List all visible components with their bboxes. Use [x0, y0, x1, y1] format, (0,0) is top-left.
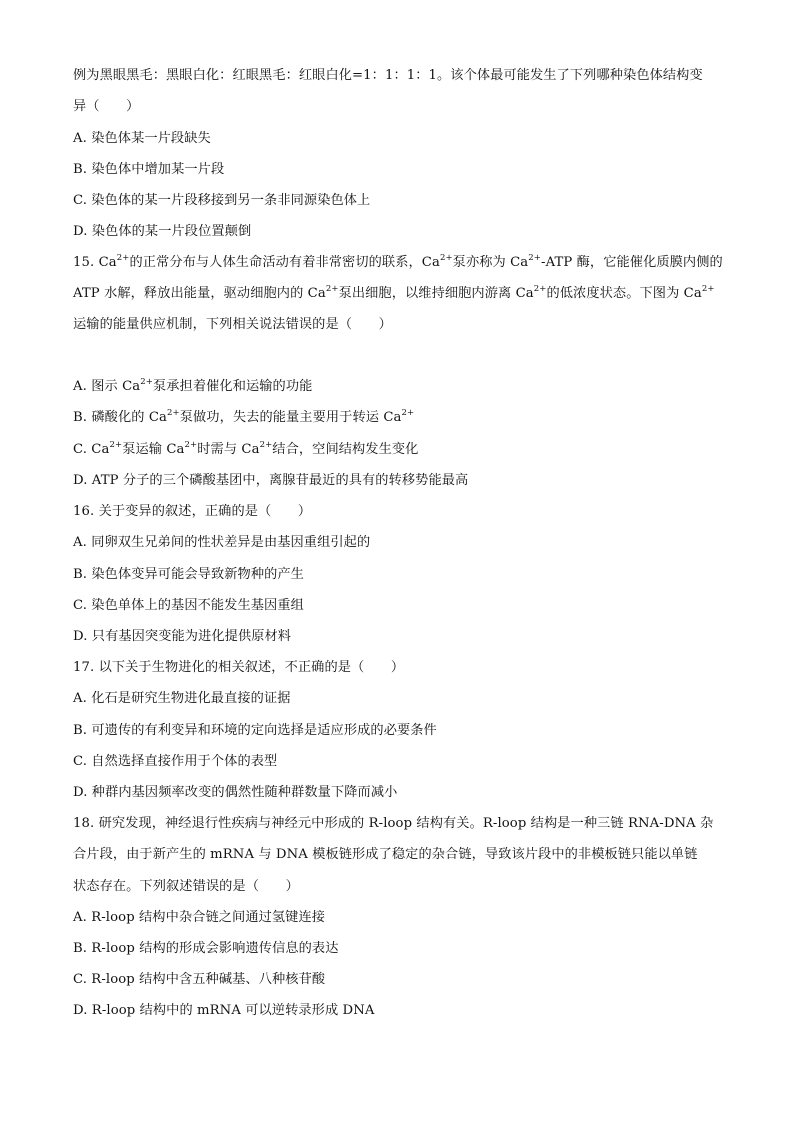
q18-option-b: B. R-loop 结构的形成会影响遗传信息的表达: [73, 941, 339, 956]
q15-text: 泵做功，失去的能量主要用于转运 Ca: [179, 410, 402, 425]
superscript: 2+: [140, 376, 153, 387]
superscript: 2+: [325, 283, 339, 294]
q18-option-d: D. R-loop 结构中的 mRNA 可以逆转录形成 DNA: [73, 1003, 375, 1018]
q15-stem-line-2: [73, 284, 715, 304]
q15-text: 泵承担着催化和运输的功能: [152, 379, 313, 394]
q16-option-a: A. 同卵双生兄弟间的性状差异是由基因重组引起的: [73, 535, 371, 550]
q18-stem-line-2: 合片段，由于新产生的 mRNA 与 DNA 模板链形成了稳定的杂合链，导致该片段中的非模板链只能以单链: [73, 847, 698, 862]
q15-stem-line-1: [73, 253, 723, 273]
q15-text: C. Ca: [73, 442, 110, 457]
q16-option-b: B. 染色体变异可能会导致新物种的产生: [73, 567, 304, 582]
q15-text: 时需与 Ca: [197, 442, 260, 457]
q14-option-b: B. 染色体中增加某一片段: [73, 162, 225, 177]
q15-text: 结合，空间结构发生变化: [272, 442, 419, 457]
q15-option-a: [73, 377, 312, 397]
q15-stem-line-3: 运输的能量供应机制，下列相关说法错误的是（ ）: [73, 317, 392, 332]
superscript: 2+: [259, 439, 273, 450]
superscript: 2+: [166, 407, 180, 418]
q16-option-d: D. 只有基因突变能为进化提供原材料: [73, 629, 292, 644]
q17-option-a: A. 化石是研究生物进化最直接的证据: [73, 691, 291, 706]
q18-stem-line-3: 状态存在。下列叙述错误的是（ ）: [73, 879, 299, 894]
superscript: 2+: [528, 252, 542, 263]
q17-option-c: C. 自然选择直接作用于个体的表型: [73, 754, 278, 769]
q14-option-c: C. 染色体的某一片段移接到另一条非同源染色体上: [73, 193, 371, 208]
q15-text: -ATP 酶，它能催化质膜内侧的: [541, 255, 723, 270]
q15-text: 泵运输 Ca: [122, 442, 185, 457]
superscript: 2+: [401, 407, 415, 418]
q15-option-d: D. ATP 分子的三个磷酸基团中，离腺苷最近的具有的转移势能最高: [73, 473, 469, 488]
q16-stem: 16. 关于变异的叙述，正确的是（ ）: [73, 504, 312, 519]
q15-text: 15. Ca: [73, 255, 117, 270]
superscript: 2+: [533, 283, 547, 294]
q17-stem: 17. 以下关于生物进化的相关叙述，不正确的是（ ）: [73, 660, 405, 675]
q15-text: A. 图示 Ca: [73, 379, 141, 394]
superscript: 2+: [184, 439, 198, 450]
q15-text: 泵出细胞，以维持细胞内游离 Ca: [338, 286, 534, 301]
q15-text: 泵亦称为 Ca: [452, 255, 529, 270]
q14-option-d: D. 染色体的某一片段位置颠倒: [73, 224, 252, 239]
q15-option-b: [73, 408, 414, 428]
q18-stem-line-1: 18. 研究发现，神经退行性疾病与神经元中形成的 R-loop 结构有关。R-loop 结构是一种三链 RNA-DNA 杂: [73, 816, 714, 831]
q16-option-c: C. 染色单体上的基因不能发生基因重组: [73, 598, 304, 613]
q17-option-d: D. 种群内基因频率改变的偶然性随种群数量下降而减小: [73, 785, 398, 800]
q14-stem-line-2: 异（ ）: [73, 99, 140, 114]
superscript: 2+: [701, 283, 715, 294]
q14-option-a: A. 染色体某一片段缺失: [73, 131, 211, 146]
q17-option-b: B. 可遗传的有利变异和环境的定向选择是适应形成的必要条件: [73, 723, 437, 738]
q15-text: ATP 水解，释放出能量，驱动细胞内的 Ca: [73, 286, 326, 301]
superscript: 2+: [439, 252, 453, 263]
q18-option-a: A. R-loop 结构中杂合链之间通过氢键连接: [73, 910, 326, 925]
q15-text: B. 磷酸化的 Ca: [73, 410, 167, 425]
superscript: 2+: [116, 252, 130, 263]
superscript: 2+: [109, 439, 123, 450]
q15-text: 的正常分布与人体生命活动有着非常密切的联系，Ca: [129, 255, 440, 270]
q14-stem-line-1: 例为黑眼黑毛：黑眼白化：红眼黑毛：红眼白化=1：1：1：1。该个体最可能发生了下列哪种染色体结构变: [73, 68, 703, 83]
q15-text: 的低浓度状态。下图为 Ca: [546, 286, 702, 301]
q15-option-c: [73, 440, 418, 460]
q18-option-c: C. R-loop 结构中含五种碱基、八种核苷酸: [73, 972, 326, 987]
